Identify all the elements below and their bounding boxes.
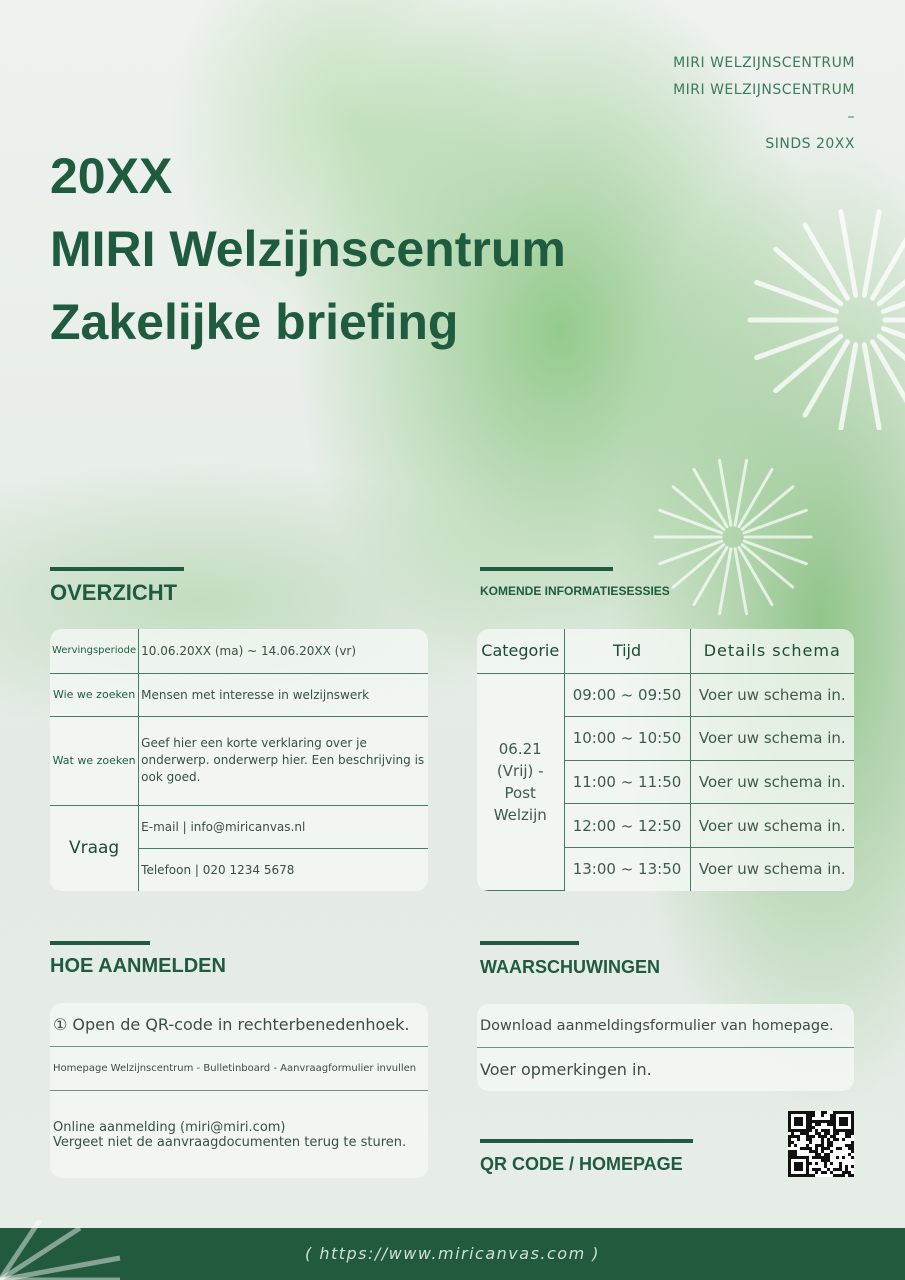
starburst-decoration-small xyxy=(645,455,815,625)
session-detail: Voer uw schema in. xyxy=(690,847,854,891)
value-what: Geef hier een korte verklaring over je onderwerp. onderwerp hier. Een beschrijving is ook goed. xyxy=(139,716,428,805)
label-contact: Vraag xyxy=(50,805,139,891)
session-detail: Voer uw schema in. xyxy=(690,760,854,804)
signup-step-2: Homepage Welzijnscentrum - Bulletinboard - Aanvraagformulier invullen xyxy=(50,1047,428,1091)
session-time: 11:00 ~ 11:50 xyxy=(564,760,690,804)
warning-1: Download aanmeldingsformulier van homepage. xyxy=(477,1004,854,1048)
session-time: 09:00 ~ 09:50 xyxy=(564,673,690,717)
col-category: Categorie xyxy=(477,629,564,673)
contact-email[interactable]: E-mail | info@miricanvas.nl xyxy=(139,805,428,848)
title-org: MIRI Welzijnscentrum xyxy=(50,221,566,277)
sessions-table xyxy=(477,629,854,891)
divider xyxy=(480,941,579,945)
col-time: Tijd xyxy=(564,629,690,673)
session-time: 13:00 ~ 13:50 xyxy=(564,847,690,891)
session-detail: Voer uw schema in. xyxy=(690,673,854,717)
title-subject: Zakelijke briefing xyxy=(50,294,459,350)
divider xyxy=(480,1139,693,1143)
since-text: SINDS 20XX xyxy=(765,136,855,152)
signup-step-1: ① Open de QR-code in rechterbenedenhoek. xyxy=(50,1003,428,1047)
dash: – xyxy=(847,109,855,125)
starburst-decoration xyxy=(730,180,905,430)
session-category: 06.21 (Vrij) -Post Welzijn xyxy=(477,673,564,891)
signup-heading: HOE AANMELDEN xyxy=(50,955,226,977)
session-time: 10:00 ~ 10:50 xyxy=(564,717,690,761)
divider xyxy=(50,567,184,571)
value-who: Mensen met interesse in welzijnswerk xyxy=(139,673,428,716)
col-details: Details schema xyxy=(690,629,854,673)
contact-phone: Telefoon | 020 1234 5678 xyxy=(139,848,428,891)
org-info xyxy=(673,50,855,158)
divider xyxy=(480,567,613,571)
starburst-corner xyxy=(0,1220,130,1280)
title-year: 20XX xyxy=(50,148,173,204)
session-detail: Voer uw schema in. xyxy=(690,804,854,848)
signup-step-3 xyxy=(50,1091,428,1178)
org-name-2: MIRI WELZIJNSCENTRUM xyxy=(673,82,855,98)
signup-reminder: Vergeet niet de aanvraagdocumenten terug te sturen. xyxy=(53,1134,407,1150)
overview-heading: OVERZICHT xyxy=(50,580,178,605)
qr-heading: QR CODE / HOMEPAGE xyxy=(480,1154,683,1174)
page-title xyxy=(50,140,566,359)
label-what: Wat we zoeken xyxy=(50,716,139,805)
divider xyxy=(50,941,150,945)
warnings-card xyxy=(477,1004,854,1091)
session-detail: Voer uw schema in. xyxy=(690,717,854,761)
org-name: MIRI WELZIJNSCENTRUM xyxy=(673,55,855,71)
signup-online: Online aanmelding (miri@miri.com) xyxy=(53,1119,286,1135)
label-period: Wervingsperiode xyxy=(50,629,139,673)
footer xyxy=(0,1228,905,1280)
sessions-heading: KOMENDE INFORMATIESESSIES xyxy=(480,584,670,598)
website-link[interactable]: ( https://www.miricanvas.com ) xyxy=(305,1244,600,1263)
warnings-heading: WAARSCHUWINGEN xyxy=(480,957,660,977)
label-who: Wie we zoeken xyxy=(50,673,139,716)
session-time: 12:00 ~ 12:50 xyxy=(564,804,690,848)
session-row xyxy=(477,673,854,717)
qr-code-icon[interactable] xyxy=(788,1111,854,1177)
warning-2: Voer opmerkingen in. xyxy=(480,1060,652,1079)
signup-card xyxy=(50,1003,428,1178)
overview-table xyxy=(50,629,428,891)
value-period: 10.06.20XX (ma) ~ 14.06.20XX (vr) xyxy=(139,629,428,673)
